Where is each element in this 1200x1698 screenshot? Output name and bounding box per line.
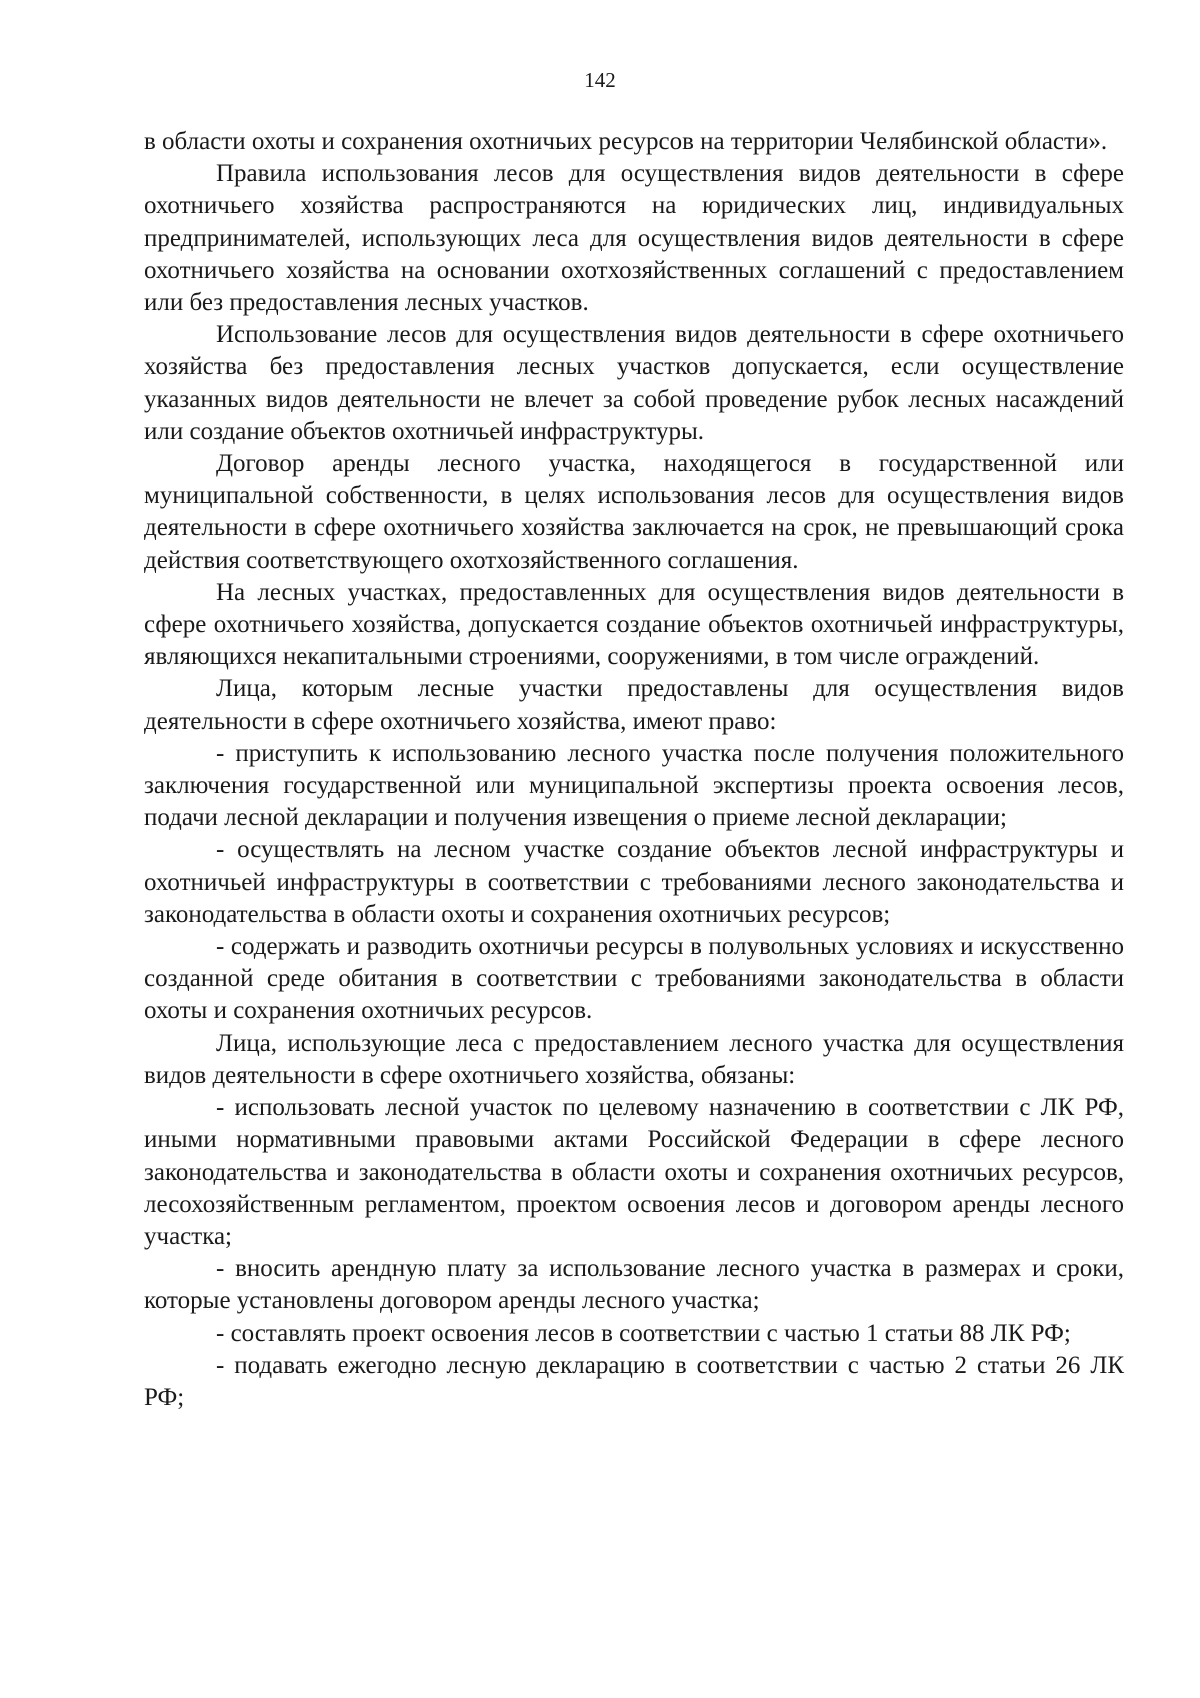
paragraph-continuation: в области охоты и сохранения охотничьих ресурсов на территории Челябинской области». (144, 128, 1108, 155)
list-item-obligation-3: - составлять проект освоения лесов в соответствии с частью 1 статьи 88 ЛК РФ; (216, 1319, 1071, 1347)
paragraph-use-without-plots: Использование лесов для осуществления видов деятельности в сфере охотничьего хозяйства без предоставления лесных участков допускается, если осуществление указанных видов деятельности не влечет за собой проведение рубок лесных насаждений или создание объектов охотничьей инфраструктуры. (144, 321, 1124, 445)
list-item-right-1: - приступить к использованию лесного участка после получения положительного заключения государственной или муниципальной экспертизы проекта освоения лесов, подачи лесной декларации и получения извещения о приеме лесной декларации; (144, 739, 1124, 832)
list-item-obligation-2: - вносить арендную плату за использование лесного участка в размерах и сроки, которые установлены договором аренды лесного участка; (144, 1255, 1124, 1315)
page-number: 142 (584, 68, 616, 92)
list-item-right-3: - содержать и разводить охотничьи ресурсы в полувольных условиях и искусственно созданной среде обитания в соответствии с требованиями законодательства в области охоты и сохранения охотничьих ресурсов. (144, 933, 1124, 1025)
paragraph-obligations-intro: Лица, использующие леса с предоставлением лесного участка для осуществления видов деятельности в сфере охотничьего хозяйства, обязаны: (144, 1029, 1124, 1089)
paragraph-rights-intro: Лица, которым лесные участки предоставлены для осуществления видов деятельности в сфере охотничьего хозяйства, имеют право: (144, 675, 1124, 735)
list-item-right-2: - осуществлять на лесном участке создание объектов лесной инфраструктуры и охотничьей инфраструктуры в соответствии с требованиями лесного законодательства и законодательства в области охоты и сохранения охотничьих ресурсов; (144, 836, 1124, 928)
list-item-obligation-1: - использовать лесной участок по целевому назначению в соответствии с ЛК РФ, иными нормативными правовыми актами Российской Федерации в сфере лесного законодательства и законодательства в области охоты и сохранения охотничьих ресурсов, лесохозяйственным регламентом, проектом освоения лесов и договором аренды лесного участка; (144, 1094, 1124, 1250)
paragraph-infrastructure: На лесных участках, предоставленных для осуществления видов деятельности в сфере охотничьего хозяйства, допускается создание объектов охотничьей инфраструктуры, являющихся некапитальными строениями, сооружениями, в том числе ограждений. (144, 578, 1124, 671)
paragraph-rules-scope: Правила использования лесов для осуществления видов деятельности в сфере охотничьего хозяйства распространяются на юридических лиц, индивидуальных предпринимателей, использующих леса для осуществления видов деятельности в сфере охотничьего хозяйства на основании охотхозяйственных соглашений с предоставлением или без предоставления лесных участков. (144, 160, 1124, 317)
list-item-obligation-4: - подавать ежегодно лесную декларацию в соответствии с частью 2 статьи 26 ЛК РФ; (144, 1351, 1124, 1411)
document-body (144, 126, 1124, 1414)
paragraph-lease-term: Договор аренды лесного участка, находящегося в государственной или муниципальной собственности, в целях использования лесов для осуществления видов деятельности в сфере охотничьего хозяйства заключается на срок, не превышающий срока действия соответствующего охотхозяйственного соглашения. (144, 450, 1124, 574)
